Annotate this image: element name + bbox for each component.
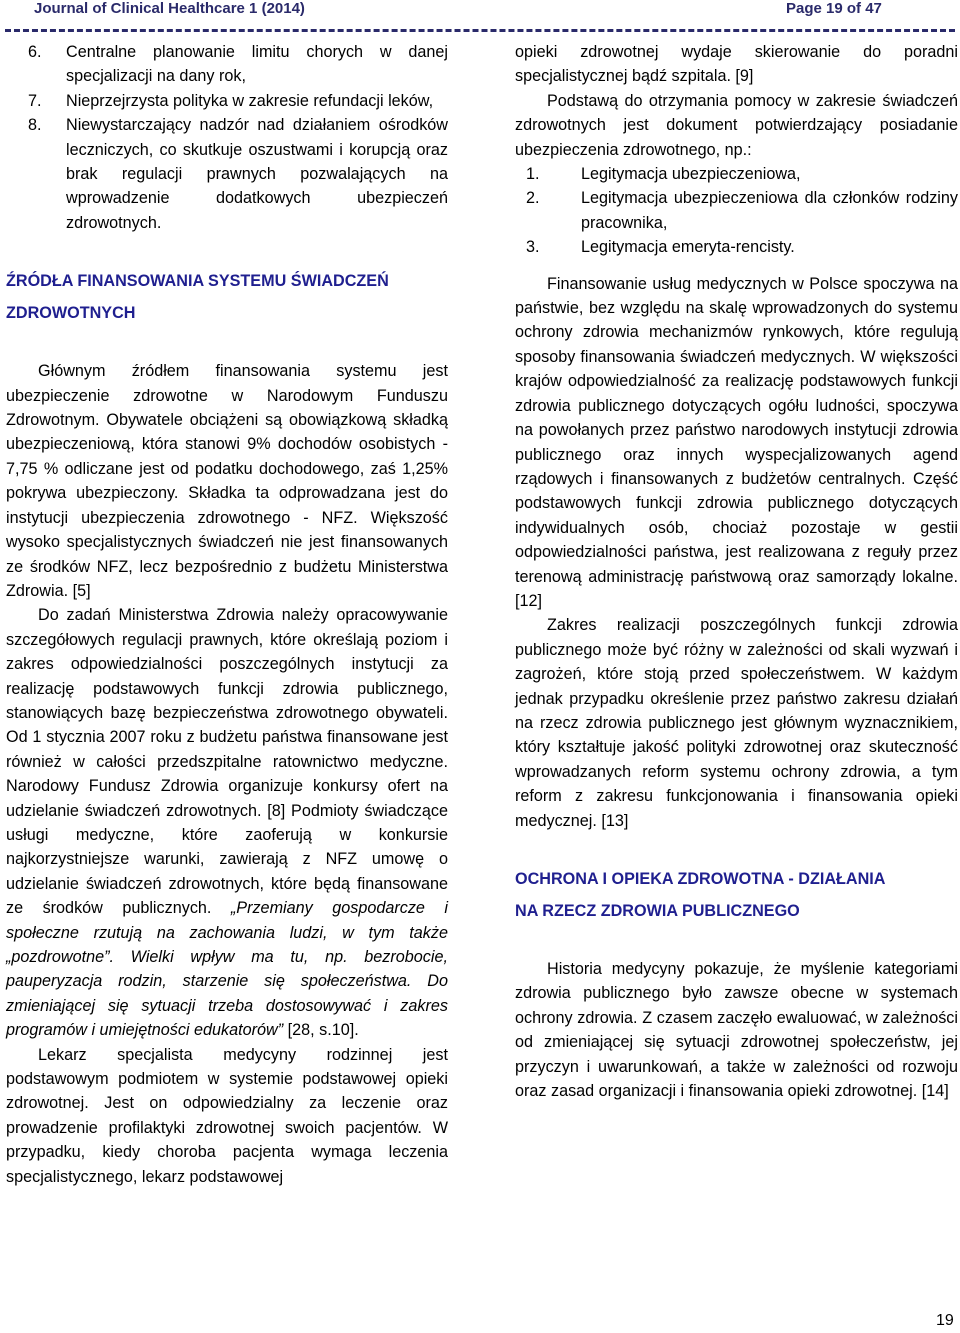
citation: [28, s.10]. <box>283 1021 359 1040</box>
list-item <box>515 235 958 259</box>
journal-title: Journal of Clinical Healthcare 1 (2014) <box>34 0 305 17</box>
header-rule <box>5 29 955 32</box>
list-text: Niewystarczający nadzór nad działaniem ośrodków leczniczych, co skutkuje oszustwami i korupcją oraz brak regulacji prawnych pozwalających na wprowadzenie dodatkowych ubezpieczeń zdrowotnych. <box>66 116 448 232</box>
list-item <box>6 40 448 89</box>
paragraph: Finansowanie usług medycznych w Polsce spoczywa na państwie, bez względu na skalę wprowadzonych do systemu ochrony zdrowia mechanizmów rynkowych, które regulują sposoby finansowania świadczeń medycznych. W większości krajów odpowiedzialność za realizację podstawowych funkcji zdrowia publicznego dotyczących ogółu ludności, spoczywa na powołanych przez państwo narodowych instytucji zdrowia publicznego oraz innych wyspecjalizowanych agend rządowych i finansowanych z budżetów centralnych. Część podstawowych funkcji zdrowia publicznego dotyczących indywidualnych osób, chociaż pozostaje w gestii odpowiedzialności państwa, jest realizowana z reguły przez terenową administrację państwową oraz samorządy lokalne. [12] <box>515 274 958 610</box>
list-text: Legitymacja ubezpieczeniowa, <box>581 165 801 184</box>
paragraph: Głównym źródłem finansowania systemu jest ubezpieczenie zdrowotne w Narodowym Funduszu Zdrowotnym. Obywatele obciążeni są obowiązkową składką ubezpieczeniową, która stanowi 9% dochodów osobistych - 7,75 % odliczane jest od podatku dochodowego, zaś 1,25% pokrywa ubezpieczony. Składka ta odprowadzana jest do instytucji ubezpieczenia zdrowotnego - NFZ. Większość wysoko specjalistycznych świadczeń nie jest finansowanych ze środków NFZ, lecz bezpośrednio z budżetu Ministerstwa Zdrowia. [5] <box>6 362 448 600</box>
paragraph: opieki zdrowotnej wydaje skierowanie do poradni specjalistycznej bądź szpitala. [9] <box>515 43 958 86</box>
list-text: Legitymacja emeryta-rencisty. <box>581 238 795 257</box>
list-number: 8. <box>28 116 42 135</box>
page-number: 19 <box>936 1312 954 1329</box>
section-heading-line1: OCHRONA I OPIEKA ZDROWOTNA - DZIAŁANIA <box>515 870 886 888</box>
list-item <box>515 186 958 235</box>
page-indicator: Page 19 of 47 <box>786 0 882 17</box>
list-number: 6. <box>28 43 42 61</box>
section-heading-line1: ŹRÓDŁA FINANSOWANIA SYSTEMU ŚWIADCZEŃ <box>6 272 389 291</box>
list-text: Centralne planowanie limitu chorych w danej specjalizacji na dany rok, <box>66 43 448 86</box>
left-column <box>6 40 448 1189</box>
list-text: Nieprzejrzysta polityka w zakresie refundacji leków, <box>66 91 434 110</box>
section-heading-line2: ZDROWOTNYCH <box>6 304 136 323</box>
paragraph: Lekarz specjalista medycyny rodzinnej jest podstawowym podmiotem w systemie podstawowej opieki zdrowotnej. Jest on odpowiedzialny za leczenie oraz prowadzenie profilaktyki zdrowotnej swoich pacjentów. W przypadku, kiedy choroba pacjenta wymaga leczenia specjalistycznego, lekarz podstawowej <box>6 1045 448 1186</box>
list-item <box>6 89 448 113</box>
paragraph: Podstawą do otrzymania pomocy w zakresie świadczeń zdrowotnych jest dokument potwierdzający posiadanie ubezpieczenia zdrowotnego, np.: <box>515 91 958 159</box>
list-item <box>515 162 958 186</box>
list-item <box>6 113 448 235</box>
list-number: 1. <box>526 165 540 184</box>
right-column <box>515 40 958 1103</box>
list-number: 3. <box>526 238 540 257</box>
section-heading <box>515 863 958 927</box>
page-header <box>0 0 960 32</box>
paragraph: Historia medycyny pokazuje, że myślenie kategoriami zdrowia publicznego było zawsze obecne w systemach ochrony zdrowia. Z czasem zaczęło ewaluować, w zależności od zmieniającej się sytuacji zdrowotnej społeczeństw, jej przyczyn i uwarunkowań, a także w zależności od rozwoju oraz zasad organizacji i finansowania opieki zdrowotnej. [14] <box>515 960 958 1101</box>
list-number: 7. <box>28 91 42 110</box>
list-text: Legitymacja ubezpieczeniowa dla członków rodziny pracownika, <box>581 189 958 232</box>
paragraph <box>6 603 448 1042</box>
paragraph-text: Do zadań Ministerstwa Zdrowia należy opracowywanie szczegółowych regulacji prawnych, które określają poziom i zakres odpowiedzialności poszczególnych instytucji za realizację podstawowych funkcji zdrowia publicznego, stanowiących bazę bezpieczeństwa zdrowotnego obywateli. Od 1 stycznia 2007 roku z budżetu państwa finansowane jest również w całości przedszpitalne ratownictwo medyczne. Narodowy Fundusz Zdrowia organizuje konkursy ofert na udzielanie świadczeń zdrowotnych. [8] Podmioty świadczące usługi medyczne, które zaoferują w konkursie najkorzystniejsze warunki, zawierają z NFZ umowę o udzielanie świadczeń zdrowotnych, które będą finansowane ze środków publicznych. <box>6 606 448 918</box>
section-heading-line2: NA RZECZ ZDROWIA PUBLICZNEGO <box>515 902 800 920</box>
paragraph: Zakres realizacji poszczególnych funkcji zdrowia publicznego może być różny w zależności od skali wyzwań i zagrożeń, które stoją przed społeczeństwem. W każdym jednak przypadku określenie przez państwo zakresu działań na rzecz zdrowia publicznego jest głównym wyznacznikiem, który kształtuje jakość polityki zdrowotnej oraz skuteczność wprowadzanych reform systemu ochrony zdrowia, a tym reform z zakresu funkcjonowania i finansowania opieki medycznej. [13] <box>515 616 958 830</box>
section-heading <box>6 265 448 329</box>
quote-text: „Przemiany gospodarcze i społeczne rzutują na zachowania ludzi, w tym także „pozdrowotne”. Wielki wpływ ma tu, np. bezrobocie, pauperyzacja rodzin, starzenie się społeczeństwa. Do zmieniającej się sytuacji trzeba dostosowywać i zakres programów i umiejętności edukatorów” <box>6 899 448 1040</box>
list-number: 2. <box>526 189 540 208</box>
